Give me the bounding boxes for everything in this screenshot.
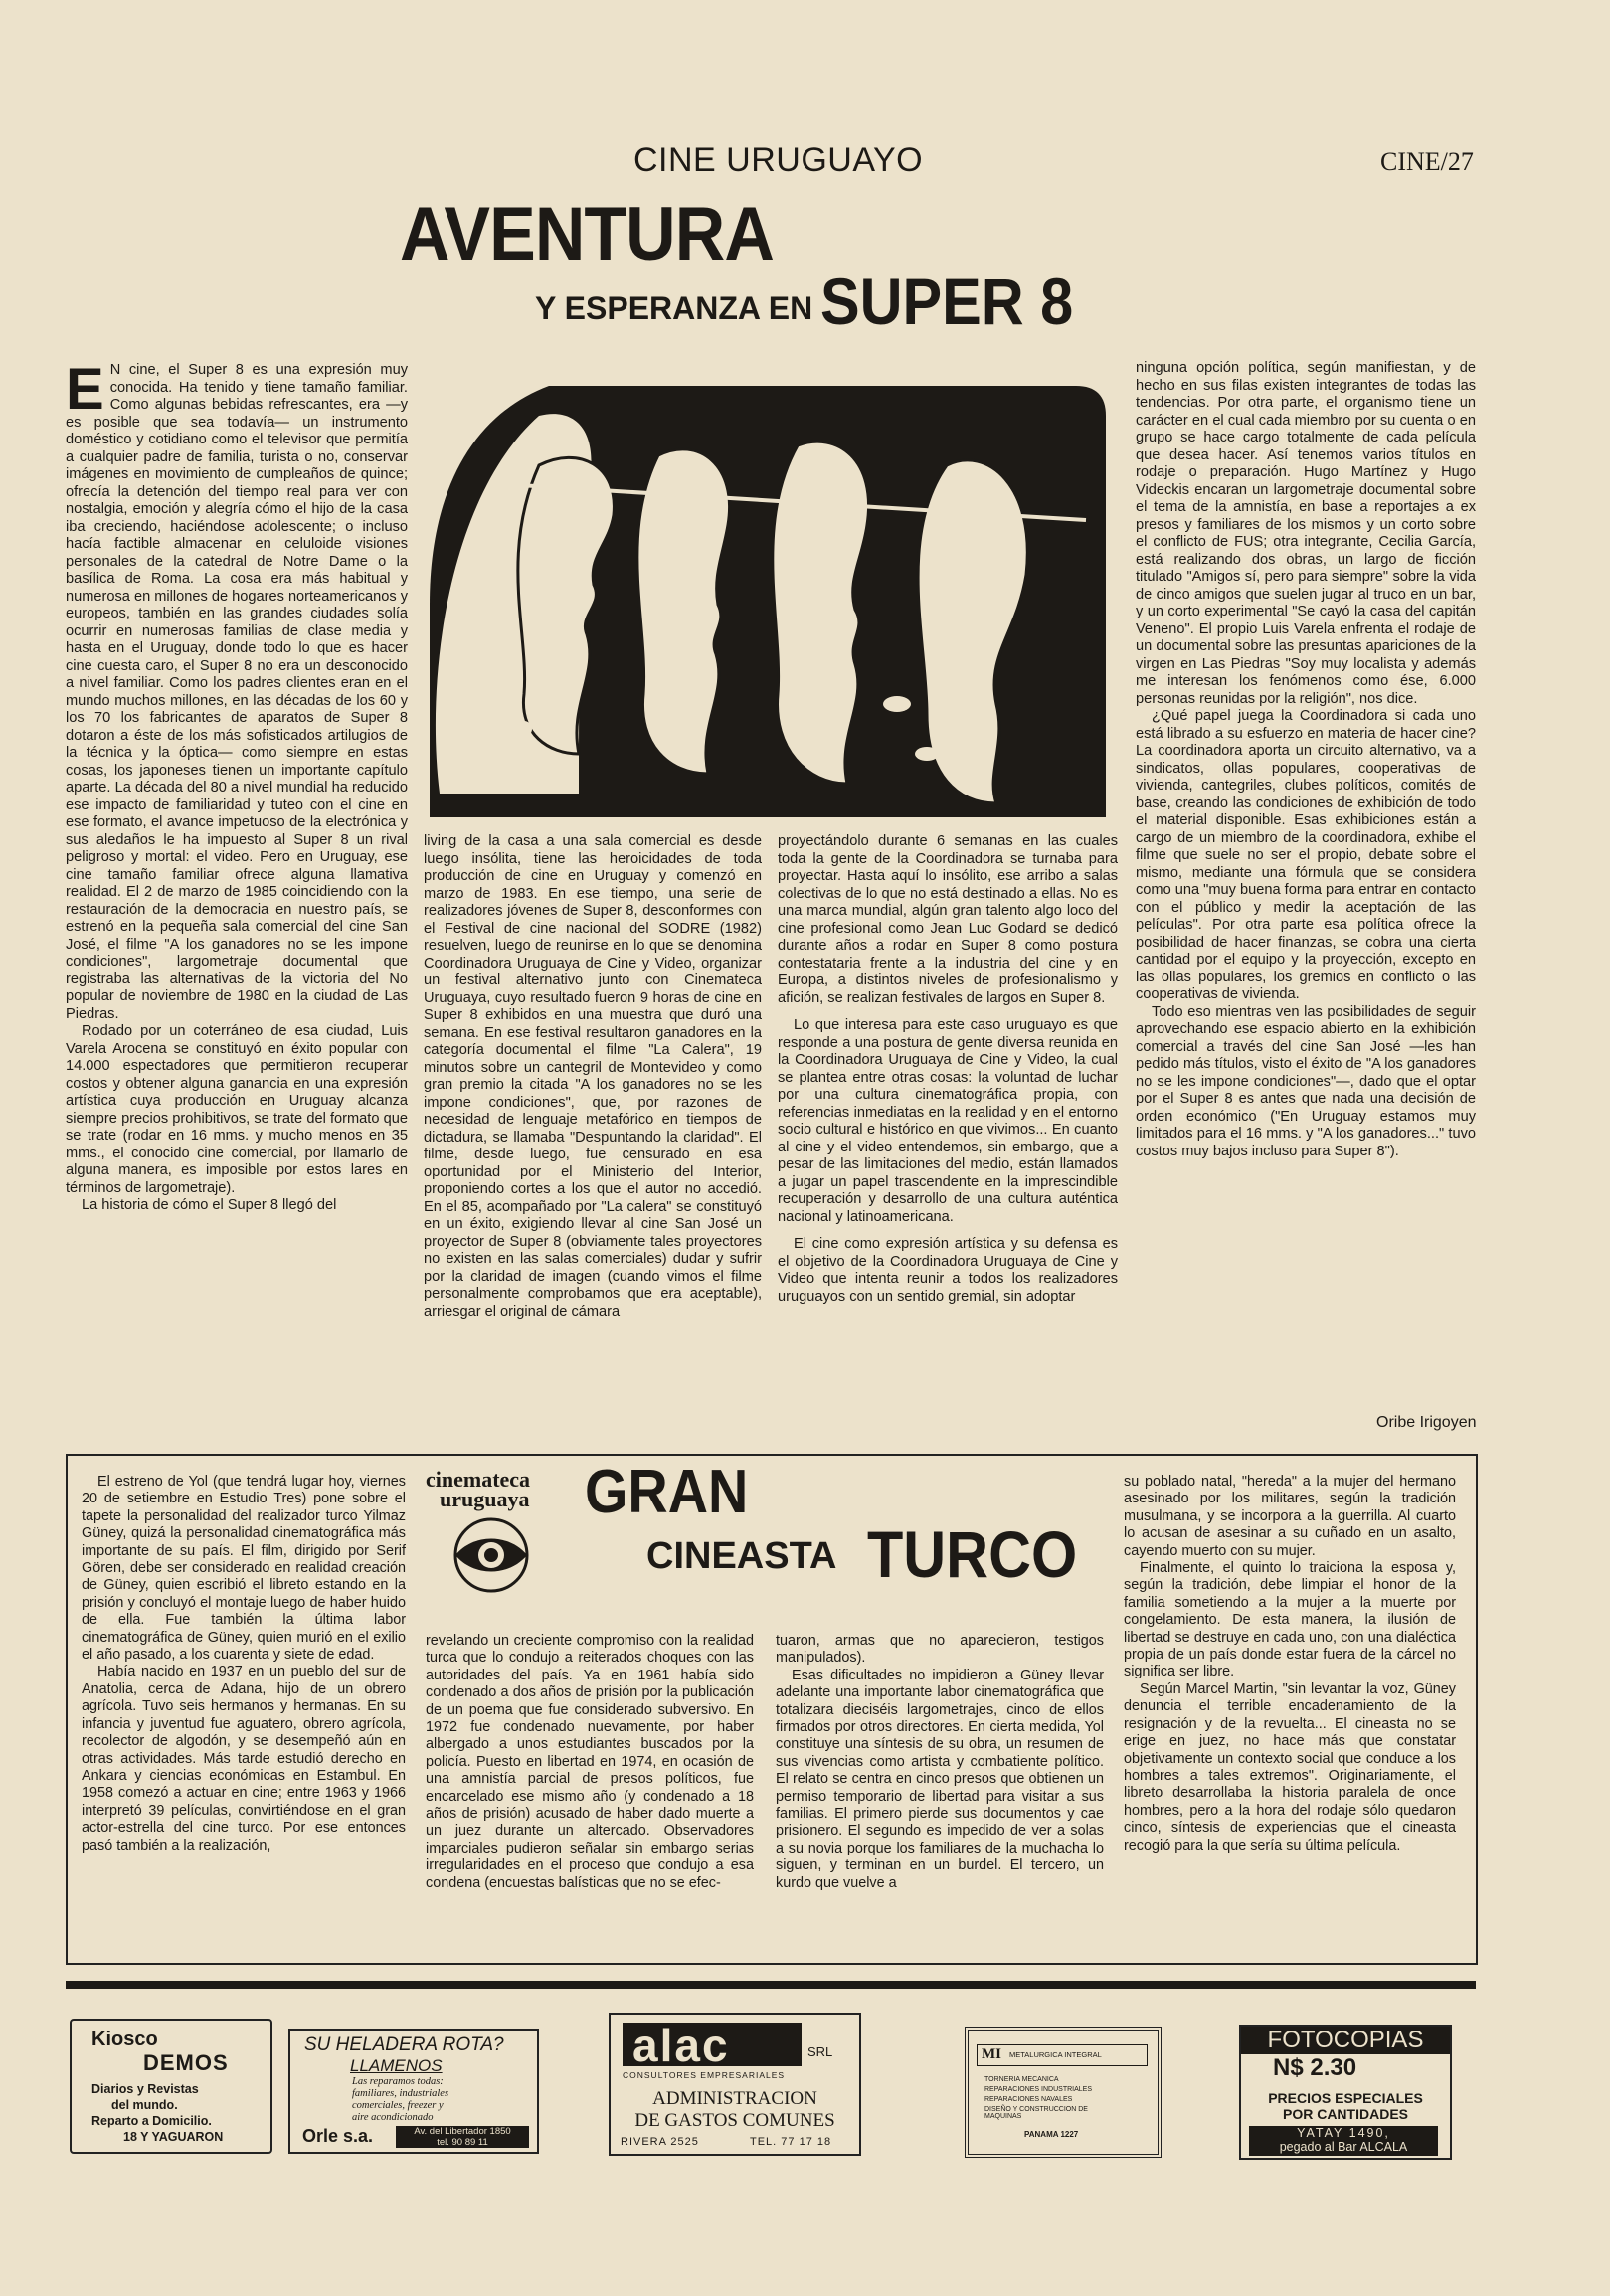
box-title-1: GRAN (585, 1458, 749, 1526)
title-part-a: Y ESPERANZA EN (535, 290, 813, 326)
alac-logo: alac (632, 2020, 730, 2071)
faces-illustration (430, 376, 1106, 817)
cinemateca-logo (426, 1467, 575, 1600)
page-number: CINE/27 (1380, 147, 1474, 176)
kiosco-line: Diarios y Revistas (91, 2082, 199, 2096)
paragraph: La historia de cómo el Super 8 llegó del (82, 1197, 337, 1213)
paragraph: living de la casa a una sala comercial es desde luego insólita, tiene las heroicidades de toda producción de cine en Uruguay y comenzó en marzo de 1983. En ese tiempo, una serie de realizadores jóvenes de Super 8, desconformes con el Festival de cine nacional del SODRE (1982) resuelven, luego de reunirse en lo que se denomina Coordinadora Uruguaya de Cine y Video, organizar un festival alternativo junto con Cinemateca Uruguaya, cuyo resultado fueron 9 horas de cine en Super 8 exhibidos en una muestra que duró una semana. En ese festival resultaron ganadores en la categoría documental el filme "La Calera", 19 minutos sobre un cantegril de Montevideo y como gran premio la citada "A los ganadores no se les impone condiciones", que, por razones de necesidad de lenguaje metafórico en tiempos de dictadura, se llamaba "Despuntando la claridad". El filme, desde luego, fue censurado en esa oportunidad por el Ministerio del Interior, proponiendo cortes a los que el autor no accedió. En el 85, acompañado por "La calera" se constituyó en un éxito, exigiendo llevar al cine San José un proyector de Super 8 (obviamente tales proyectores no existen en las salas comerciales) dudar y sufrir por la claridad de imagen (cuando vimos el filme personalmente comprobamos que era aceptable), arriesgar el original de cámara (424, 833, 762, 1320)
article-title-line2 (535, 265, 1102, 338)
paragraph: El estreno de Yol (que tendrá lugar hoy, viernes 20 de setiembre en Estudio Tres) pone sobre el tapete la personalidad del realizador turco Yilmaz Güney, quizá la personalidad cinematográfica más importante de su país. El film, dirigido por Serif Gören, debe ser considerado en realidad creación de Güney, quien escribió el libreto estando en la prisión y concluyó el montaje luego de haber huido de ella. Fue también la última labor cinematográfica de Güney, quien murió en el exilio el año pasado, a los cuarenta y siete de edad. (82, 1474, 406, 1664)
ad-fotocopias (1239, 2025, 1452, 2160)
article-column-2 (424, 833, 762, 1432)
article-title-line1: AVENTURA (400, 192, 774, 276)
heladera-phone: tel. 90 89 11 (437, 2137, 488, 2148)
ad-heladera (288, 2029, 539, 2154)
ad-alac (609, 2013, 861, 2156)
metalurgica-header (977, 2044, 1148, 2066)
alac-sub: CONSULTORES EMPRESARIALES (623, 2070, 786, 2080)
article-column-1 (66, 362, 408, 1432)
metalurgica-item: REPARACIONES NAVALES (984, 2096, 1073, 2103)
heladera-line: familiares, industriales (352, 2088, 449, 2099)
paragraph: Esas dificultades no impidieron a Güney llevar adelante una importante labor cinematográfica que totalizara dieciséis largometrajes, cinco de ellos firmados por otros directores. En cierta medida, Yol constituye una síntesis de su obra, un resumen de sus vivencias como artista y combatiente político. El relato se centra en cinco presos que obtienen un permiso temporario de libertad para visitar a sus familias. El primero pierde sus documentos y cae prisionero. El segundo es impedido de ver a solas a su novia porque los familiares de la muchacha lo siguen, y terminan en un burdel. El tercero, un kurdo que vuelve a (776, 1667, 1104, 1891)
paragraph: ¿Qué papel juega la Coordinadora si cada uno está librado a su esfuerzo en materia de hacer cine? La coordinadora aporta un circuito alternativo, va a sindicatos, ollas populares, cooperativas de vivienda, cantegriles, clubes políticos, comités de base, creando las condiciones de exhibición de todo el material disponible. Esas exhibiciones están a cargo de un miembro de la coordinadora, exhibe el filme que suele no ser el propio, debate sobre el mismo, mediante una fórmula que se considera como una "muy buena forma para entrar en contacto con el público y medir la aceptación de las películas". Por otra parte esa política ofrece la posibilidad de hacer finanzas, se cobra una cierta cantidad por el equipo y la proyección, excepto en las ollas populares, los gremios en conflicto o las cooperativas de vivienda. (1136, 708, 1476, 1002)
heladera-line: comerciales, freezer y (352, 2100, 444, 2111)
alac-suffix: SRL (807, 2044, 833, 2059)
logo-text-1: cinemateca (426, 1467, 531, 1492)
kiosco-line: del mundo. (111, 2098, 178, 2112)
title-part-b: SUPER 8 (820, 265, 1074, 338)
metalurgica-item: REPARACIONES INDUSTRIALES (984, 2086, 1093, 2093)
heladera-headline: SU HELADERA ROTA? (304, 2034, 504, 2055)
fotocopias-line: PRECIOS ESPECIALES (1268, 2090, 1423, 2106)
paragraph: Finalmente, el quinto lo traiciona la esposa y, según la tradición, debe limpiar el honor de la familia sometiendo a la mujer a la muerte por congelamiento. De esta manera, la ilusión de libertad se destruye en cada uno, con una dialéctica propia de un país donde estar fuera de la cárcel no significa ser libre. (1124, 1560, 1456, 1680)
heladera-brand: Orle s.a. (302, 2126, 374, 2146)
heladera-line: Las reparamos todas: (352, 2076, 444, 2087)
alac-line: ADMINISTRACION (652, 2088, 817, 2109)
alac-phone: TEL. 77 17 18 (750, 2136, 832, 2148)
heladera-address-box (396, 2126, 529, 2148)
paragraph: tuaron, armas que no aparecieron, testigos manipulados). (776, 1633, 1104, 1667)
heladera-cta: LLAMENOS (350, 2056, 443, 2075)
kiosco-label: Kiosco (91, 2029, 158, 2050)
metalurgica-name: METALURGICA INTEGRAL (1009, 2050, 1102, 2059)
kiosco-line: Reparto a Domicilio. (91, 2114, 212, 2128)
kiosco-brand: DEMOS (143, 2050, 229, 2075)
paragraph: N cine, el Super 8 es una expresión muy conocida. Ha tenido y tiene tamaño familiar. Como algunas bebidas refrescantes, era —y es posible que sea todavía— un instrumento doméstico y cotidiano como el televisor que permitía a cualquier padre de familia, turista o no, conservar imágenes en movimiento de cumpleaños de quince; ofrecía la detención del tiempo real para ver con nostalgia, emoción y alegría cómo el hijo de la casa iba creciendo, haciéndose adolescente; o incluso hacía factible almacenar en celuloide visiones personales de la catedral de Notre Dame o la basílica de Roma. La cosa era más habitual y numerosa en millones de hogares norteamericanos y europeos, también en las grandes ciudades solía ocurrir en numerosas familias de clase media y hasta en el Uruguay, donde todo lo que es hacer cine cuesta caro, el Super 8 no era un desconocido a nivel familiar. Como los padres clientes eran en el mundo muchos millones, en las décadas de los 60 y los 70 los fabricantes de aparatos de Super 8 dotaron a éste de los más sofisticados artilugios de la técnica y la óptica— como siempre en estas cosas, los japoneses tienen un importante capítulo aparte. La década del 80 a nivel mundial ha reducido ese impacto de familiaridad y tuteo con el cine en ese formato, el avance impetuoso de la electrónica y sus aledaños le ha impuesto al Super 8 un rival peligroso y mortal: el video. Pero en Uruguay, ese cine tamaño familiar ofrece alguna llamativa realidad. El 2 de marzo de 1985 coincidiendo con la restauración de la democracia en nuestro país, se estrenó en la pequeña sala comercial del cine San José, el filme "A los ganadores no se les impone condiciones", largometraje documental que registraba las alternativas de la victoria del No popular de noviembre de 1980 en la ciudad de Las Piedras. (66, 362, 408, 1022)
paragraph: El cine como expresión artística y su defensa es el objetivo de la Coordinadora Uruguaya de Cine y Video que intenta reunir a todos los realizadores uruguayos con un sentido gremial, sin adoptar (778, 1236, 1118, 1305)
paragraph: proyectándolo durante 6 semanas en las cuales toda la gente de la Coordinadora se turnaba para proyectar. Hasta aquí lo insólito, ese arribo a salas colectivas de lo que no está destinado a ellas. No es una marca mundial, algún gran talento algo loco del cine profesional como Jean Luc Godard se dedicó durante años a rodar en Super 8 como postura contestataria frente a la industria del cine y en Europa, a distintos niveles de profesionalismo y afición, se realizan festivales de largos en Super 8. (778, 833, 1118, 1006)
paragraph: ninguna opción política, según manifiestan, y de hecho en sus filas existen integrantes de todas las tendencias. Por otra parte, el organismo tiene un carácter en el cual cada miembro por su cuenta o en grupo se hace cargo totalmente de cada película que desea hacer. Así tenemos varios títulos en rodaje o preparación. Hugo Martínez y Hugo Videckis encaran un largometraje documental sobre el tema de la amnistía, en base a reportajes a ex presos y familiares de los mismos y un corto sobre el conflicto de FUS; otra integrante, Cecilia García, está realizando dos obras, un largo de ficción titulado "Amigos sí, pero para siempre" sobre la vida de cinco amigos que suelen jugar al truco en un bar, y un corto experimental "Se cayó la casa del capitán Veneno". El propio Luis Varela enfrenta el rodaje de un documental sobre las presuntas apariciones de la virgen en Las Piedras "Soy muy localista y además me interesan los fenómenos como ése, 6.000 personas reunidas por la religión", nos dice. (1136, 360, 1476, 707)
eye-icon (444, 1515, 543, 1595)
dropcap: E (66, 362, 104, 422)
metalurgica-logo: MI (982, 2046, 1001, 2062)
paragraph: revelando un creciente compromiso con la realidad turca que lo condujo a reiterados choques con las autoridades del país. Ya en 1961 había sido condenado a dos años de prisión por la publicación de un poema que fue considerado subversivo. En 1972 fue condenado nuevamente, por haber albergado a unos estudiantes buscados por la policía. Puesto en libertad en 1974, en ocasión de una amnistía parcial de presos políticos, fue encarcelado ese mismo año (y condenado a 18 años de prisión) acusado de haber dado muerte a un juez durante un altercado. Observadores imparciales pudieron señalar sin embargo serias irregularidades en el proceso que condujo a esa condena (encuestas balísticas que no se efec- (426, 1633, 754, 1891)
box-column-2 (426, 1633, 754, 1949)
article-column-4 (1136, 360, 1476, 1400)
box-column-4 (1124, 1474, 1456, 1949)
paragraph: Había nacido en 1937 en un pueblo del sur de Anatolia, cerca de Adana, hijo de un obrero agrícola. Tuvo seis hermanos y hermanas. En su infancia y juventud fue aguatero, obrero agrícola, recolector de algodón, y se desempeñó aún en otras actividades. Más tarde estudió derecho en Ankara y ciencias económicas en Estambul. En 1958 comezó a actuar en cine; entre 1963 y 1966 interpretó 39 películas, convirtiéndose en el gran actor-estrella del cine turco. Por ese entonces pasó también a la realización, (82, 1664, 406, 1854)
alac-address: RIVERA 2525 (621, 2136, 699, 2148)
heladera-line: aire acondicionado (352, 2112, 434, 2123)
paragraph: su poblado natal, "hereda" a la mujer del hermano asesinado por los militares, según la tradición musulmana, y se incorpora a la guerrilla. Al cuarto lo acusan de asesinar a su cuñado en un asalto, cayendo muerto con su mujer. (1124, 1474, 1456, 1559)
box-title-2: CINEASTA (646, 1535, 837, 1577)
fotocopias-address: YATAY 1490, (1297, 2126, 1390, 2140)
fotocopias-title: FOTOCOPIAS (1241, 2027, 1450, 2054)
fotocopias-note: pegado al Bar ALCALA (1279, 2140, 1408, 2154)
byline: Oribe Irigoyen (1376, 1414, 1477, 1431)
article-illustration (430, 376, 1106, 817)
ad-kiosco (70, 2019, 272, 2154)
ad-strip-divider (66, 1981, 1476, 1989)
alac-line: DE GASTOS COMUNES (634, 2110, 835, 2131)
box-column-1 (82, 1474, 406, 1949)
article-column-3 (778, 833, 1118, 1432)
fotocopias-price: N$ 2.30 (1273, 2054, 1357, 2081)
section-title: CINE URUGUAYO (633, 141, 924, 179)
alac-logo-wrap (623, 2020, 802, 2071)
box-column-3 (776, 1633, 1104, 1949)
paragraph: Todo eso mientras ven las posibilidades de seguir aprovechando ese espacio abierto en la exhibición comercial a través del cine San José —les han pedido más títulos, visto el éxito de "A los ganadores no se les impone condiciones"—, dado que el optar por el Super 8 es antes que nada una decisión de orden económico ("En Uruguay estamos muy limitados para el 16 mms. y "A los ganadores..." tuvo costos muy bajos incluso para Super 8"). (1136, 1003, 1476, 1159)
paragraph: Según Marcel Martin, "sin levantar la voz, Güney denuncia el terrible encadenamiento de la resignación y de la revuelta... El cineasta no se erige en juez, no hace más que constatar objetivamente un contexto social que conduce a los hombres a tales extremos". Originariamente, el libreto desarrollaba la historia paralela de once hombres, pero a la hora del rodaje sólo quedaron cinco, síntesis de experiencias que el cineasta recogió para la que sería su última película. (1124, 1680, 1456, 1854)
heladera-address: Av. del Libertador 1850 (414, 2126, 511, 2137)
metalurgica-item: TORNERIA MECANICA (984, 2076, 1059, 2083)
metalurgica-item: DISEÑO Y CONSTRUCCION DE MAQUINAS (984, 2106, 1088, 2120)
paragraph: Lo que interesa para este caso uruguayo es que responde a una postura de gente diversa reunida en la Coordinadora Uruguaya de Cine y Video, la cual se plantea entre otras cosas: la voluntad de luchar por una cultura cinematográfica propia, con referencias inmediatas en la realidad y en el entorno socio cultural e histórico en que vivimos... En cuanto al cine y el video entendemos, sin embargo, que a pesar de las limitaciones del medio, están llamados a jugar un papel trascendente en la imprescindible recuperación y desarrollo de una cultura auténtica nacional y latinoamericana. (778, 1017, 1118, 1225)
ad-metalurgica (965, 2027, 1162, 2158)
fotocopias-line: POR CANTIDADES (1282, 2106, 1408, 2122)
paragraph: Rodado por un coterráneo de esa ciudad, Luis Varela Arocena se constituyó en éxito popular con 14.000 espectadores que permitieron recuperar costos y obtener alguna ganancia en una expresión artística cuya producción en Uruguay alcanza siempre precios prohibitivos, se trate del formato que se trate (rodar en 16 mms. y mucho menos en 35 mms., el conocido cine comercial, por llamarlo de alguna manera, es imposible por estos lares en términos de largometraje). (66, 1023, 408, 1196)
logo-text-2: uruguaya (440, 1487, 530, 1511)
kiosco-address: 18 Y YAGUARON (123, 2130, 224, 2144)
fotocopias-address-box (1249, 2126, 1438, 2156)
metalurgica-address: PANAMA 1227 (1024, 2130, 1079, 2139)
box-title-3: TURCO (867, 1517, 1078, 1591)
